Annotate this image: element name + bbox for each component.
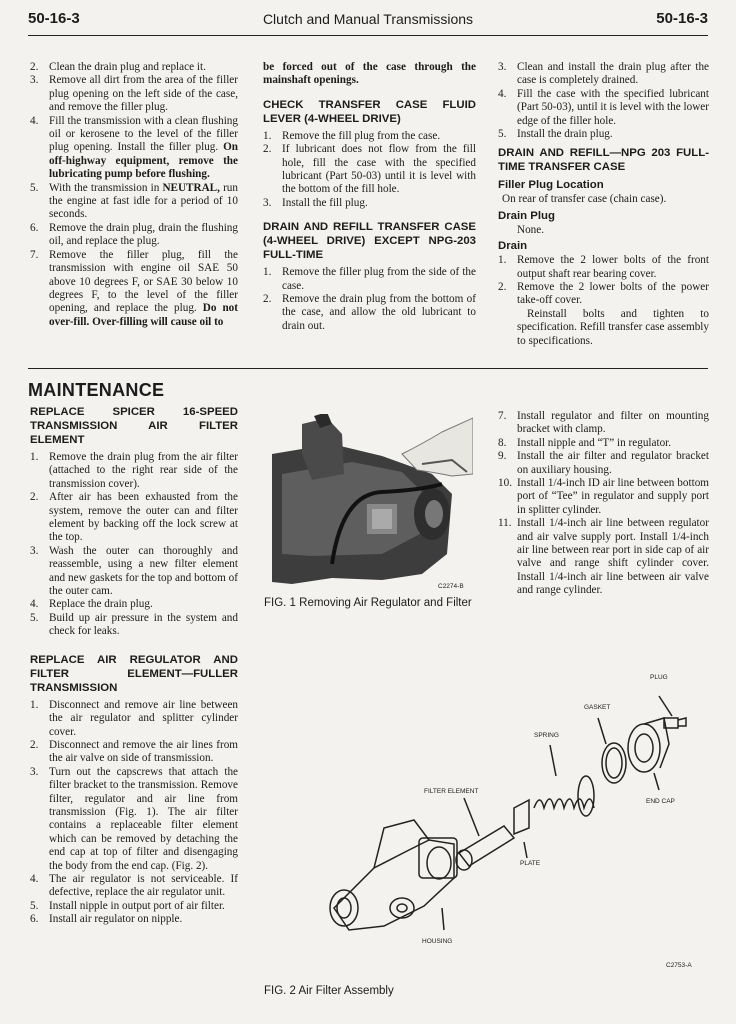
step-text: Remove the 2 lower bolts of the power take-off cover. (517, 281, 709, 307)
step-number: 6. (30, 913, 39, 926)
step-number: 4. (30, 598, 39, 611)
label-housing: HOUSING (422, 938, 453, 945)
fuller-regulator-steps (30, 699, 238, 927)
step-text: Remove the drain plug, drain the flushing oil, and replace the plug. (49, 221, 238, 248)
step-number: 7. (30, 248, 39, 261)
list-item (498, 450, 709, 477)
step-number: 11. (498, 517, 512, 530)
step-number: 1. (30, 451, 39, 463)
step-text: Turn out the capscrews that attach the filter bracket to the transmission. Remove filter, regulator and air line from transmission (Fig. 1). The air filter contains a replaceable filter element which can be removed by detaching the end cap at top of filter and disengaging the body from the end cap. (Fig. 2). (49, 765, 238, 872)
step-number: 2. (263, 293, 272, 306)
step-text: The air regulator is not serviceable. If defective, replace the air regulator unit. (49, 872, 238, 899)
label-end-cap: END CAP (646, 798, 675, 805)
step-number: 9. (498, 450, 507, 463)
step-number: 4. (30, 114, 39, 127)
step-number: 4. (498, 87, 507, 100)
drain-heading: Drain (498, 240, 528, 253)
top-column-1 (30, 61, 238, 329)
step-number: 5. (498, 128, 507, 141)
list-item (30, 451, 238, 491)
drain-steps (498, 254, 709, 308)
list-item (30, 491, 238, 545)
fuller-regulator-heading: REPLACE AIR REGULATOR AND FILTER ELEMENT—FULLER TRANSMISSION (30, 653, 238, 694)
air-filter-exploded-view (314, 668, 714, 968)
step-text: Install nipple in output port of air filter. (49, 899, 225, 912)
fig1-photo (272, 414, 473, 590)
step-text: Install the drain plug. (517, 128, 613, 141)
step-text: Wash the outer can thoroughly and reassemble, using a new filter element and new gaskets for the top and bottom of the outer cam. (49, 544, 238, 598)
step-emphasis: On off-highway equipment, remove the lubricating pump before flushing. (49, 141, 238, 181)
list-item (30, 182, 238, 222)
list-item (30, 545, 238, 599)
list-item (498, 477, 709, 517)
step-text: Disconnect and remove air line between the air regulator and splitter cylinder cover. (49, 698, 238, 738)
list-item (263, 266, 476, 293)
list-item (30, 873, 238, 900)
list-item (30, 74, 238, 114)
step-text: Install the air filter and regulator bracket on auxiliary housing. (517, 450, 709, 476)
list-item (30, 699, 238, 739)
list-item (30, 766, 238, 873)
list-item (30, 739, 238, 766)
spicer-filter-heading: REPLACE SPICER 16-SPEED TRANSMISSION AIR FILTER ELEMENT (30, 406, 238, 446)
step-text: Remove the 2 lower bolts of the front output shaft rear bearing cover. (517, 254, 709, 280)
label-filter-element: FILTER ELEMENT (424, 788, 479, 795)
step-number: 3. (263, 196, 272, 209)
list-item (498, 437, 709, 450)
step-number: 10. (498, 477, 512, 490)
continued-warning: be forced out of the case through the mainshaft openings. (263, 61, 476, 87)
step-number: 1. (498, 254, 507, 267)
drain-plug-heading: Drain Plug (498, 209, 555, 222)
maintenance-heading: MAINTENANCE (28, 380, 165, 400)
step-text: With the transmission in (49, 181, 163, 194)
step-number: 2. (498, 281, 507, 294)
step-text: run the engine at fast idle for a period of 10 seconds. (49, 181, 238, 221)
list-item (30, 61, 238, 74)
npg203-heading: DRAIN AND REFILL—NPG 203 FULL-TIME TRANSFER CASE (498, 147, 709, 174)
step-text: Build up air pressure in the system and check for leaks. (49, 611, 238, 638)
step-text: Disconnect and remove the air lines from the air valve on side of transmission. (49, 738, 238, 765)
step-text: Remove the filler plug, fill the transmission with engine oil SAE 50 above 10 degrees F, or SAE 30 below 10 degrees F, to the level of the filler opening, and replace the plug. (49, 248, 238, 315)
regulator-install-steps (498, 410, 709, 598)
fig2-code: C2753-A (666, 962, 692, 969)
step-number: 6. (30, 221, 39, 234)
step-text: Remove the drain plug from the air filter (attached to the right rear side of the transmission cover). (49, 451, 238, 490)
list-item (30, 612, 238, 639)
filler-plug-location-heading: Filler Plug Location (498, 179, 604, 192)
step-number: 1. (263, 129, 272, 142)
step-text: Remove the filler plug from the side of the case. (282, 266, 476, 292)
step-text: Install regulator and filter on mounting bracket with clamp. (517, 410, 709, 436)
step-number: 3. (498, 61, 507, 73)
fig1-caption: FIG. 1 Removing Air Regulator and Filter (264, 597, 472, 609)
list-item (498, 88, 709, 128)
step-text: Remove the fill plug from the case. (282, 129, 441, 142)
step-emphasis: NEUTRAL, (162, 181, 220, 194)
list-item (263, 293, 476, 333)
step-emphasis: Do not over-fill. Over-filling will cause oil to (49, 302, 239, 328)
step-text: Fill the transmission with a clean flushing oil or kerosene to the level of the filler plug opening. Install the filler plug. (49, 114, 238, 154)
drain-plug-text: None. (517, 223, 545, 236)
refill-steps (498, 61, 709, 141)
list-item (498, 254, 709, 281)
list-item (498, 281, 709, 308)
check-transfer-steps (263, 130, 476, 210)
maintenance-column-3 (498, 410, 709, 598)
step-text: Remove the drain plug from the bottom of the case, and allow the old lubricant to drain out. (282, 293, 476, 332)
step-text: Install 1/4-inch ID air line between bottom port of “Tee” in regulator and supply port in splitter cylinder. (517, 477, 709, 516)
step-text: Remove all dirt from the area of the filler plug opening on the left side of the case, and remove the filler plug. (49, 74, 238, 114)
list-item (30, 115, 238, 182)
step-text: If lubricant does not flow from the fill hole, fill the case with the specified lubricant (Part 50-03) until it is level with the bottom of the fill hole. (282, 143, 476, 196)
top-column-3 (498, 61, 709, 348)
list-item (263, 197, 476, 210)
step-text: Fill the case with the specified lubricant (Part 50-03), until it is level with the lower edge of the filler hole. (517, 87, 709, 127)
step-number: 2. (263, 143, 272, 156)
label-plate: PLATE (520, 860, 541, 867)
fig2-diagram (314, 668, 714, 968)
list-item (498, 517, 709, 597)
housing-shape (334, 840, 454, 930)
step-number: 5. (30, 181, 39, 194)
page-header (28, 10, 708, 32)
label-plug: PLUG (650, 674, 668, 681)
step-number: 8. (498, 436, 507, 449)
step-number: 1. (263, 266, 272, 279)
header-rule (28, 35, 708, 36)
list-item (263, 130, 476, 143)
page-title: Clutch and Manual Transmissions (262, 11, 474, 27)
step-number: 2. (30, 738, 39, 751)
step-text: Install 1/4-inch air line between regulator and air valve supply port. Install 1/4-inch air line between rear port in side cap of air valve and range shift cylinder cover. Install 1/4-inch air line between air valve and range cylinder. (517, 517, 709, 597)
reinstall-text: Reinstall bolts and tighten to specification. Refill transfer case assembly to specifications. (517, 307, 709, 347)
step-text: Install air regulator on nipple. (49, 913, 183, 926)
flush-steps-list (30, 61, 238, 329)
step-number: 5. (30, 611, 39, 624)
page-number-left: 50-16-3 (28, 10, 80, 27)
step-number: 3. (30, 765, 39, 778)
step-number: 1. (30, 698, 39, 711)
step-text: Install the fill plug. (282, 196, 368, 209)
step-number: 7. (498, 410, 507, 422)
section-rule (28, 368, 708, 369)
step-number: 4. (30, 872, 39, 885)
step-number: 2. (30, 61, 39, 73)
fig1-code: C2274-B (438, 583, 464, 590)
drain-refill-transfer-heading: DRAIN AND REFILL TRANSFER CASE (4-WHEEL DRIVE) EXCEPT NPG-203 FULL-TIME (263, 221, 476, 262)
step-number: 3. (30, 544, 39, 557)
list-item (498, 61, 709, 88)
list-item (30, 900, 238, 913)
list-item (30, 249, 238, 329)
transmission-photo-illustration (272, 414, 473, 590)
step-text: Replace the drain plug. (49, 598, 153, 611)
filler-plug-location-text: On rear of transfer case (chain case). (502, 193, 667, 206)
step-number: 3. (30, 74, 39, 87)
check-transfer-case-heading: CHECK TRANSFER CASE FLUID LEVER (4-WHEEL DRIVE) (263, 98, 476, 125)
page-number-right: 50-16-3 (656, 10, 708, 27)
list-item (30, 222, 238, 249)
label-spring: SPRING (534, 732, 559, 739)
list-item (30, 913, 238, 926)
list-item (498, 410, 709, 437)
spicer-filter-steps (30, 451, 238, 639)
step-text: Clean and install the drain plug after the case is completely drained. (517, 61, 709, 87)
step-number: 5. (30, 899, 39, 912)
list-item (498, 128, 709, 141)
step-text: Install nipple and “T” in regulator. (517, 436, 672, 449)
list-item (263, 143, 476, 197)
label-gasket: GASKET (584, 704, 611, 711)
list-item (30, 598, 238, 611)
step-text: After air has been exhausted from the system, remove the outer can and filter element by backing off the lock screw at the top. (49, 491, 238, 544)
fig2-caption: FIG. 2 Air Filter Assembly (264, 985, 394, 997)
top-column-2 (263, 61, 476, 333)
step-text: Clean the drain plug and replace it. (49, 61, 206, 73)
drain-refill-steps (263, 266, 476, 333)
step-number: 2. (30, 491, 39, 504)
maintenance-column-1 (30, 397, 238, 927)
